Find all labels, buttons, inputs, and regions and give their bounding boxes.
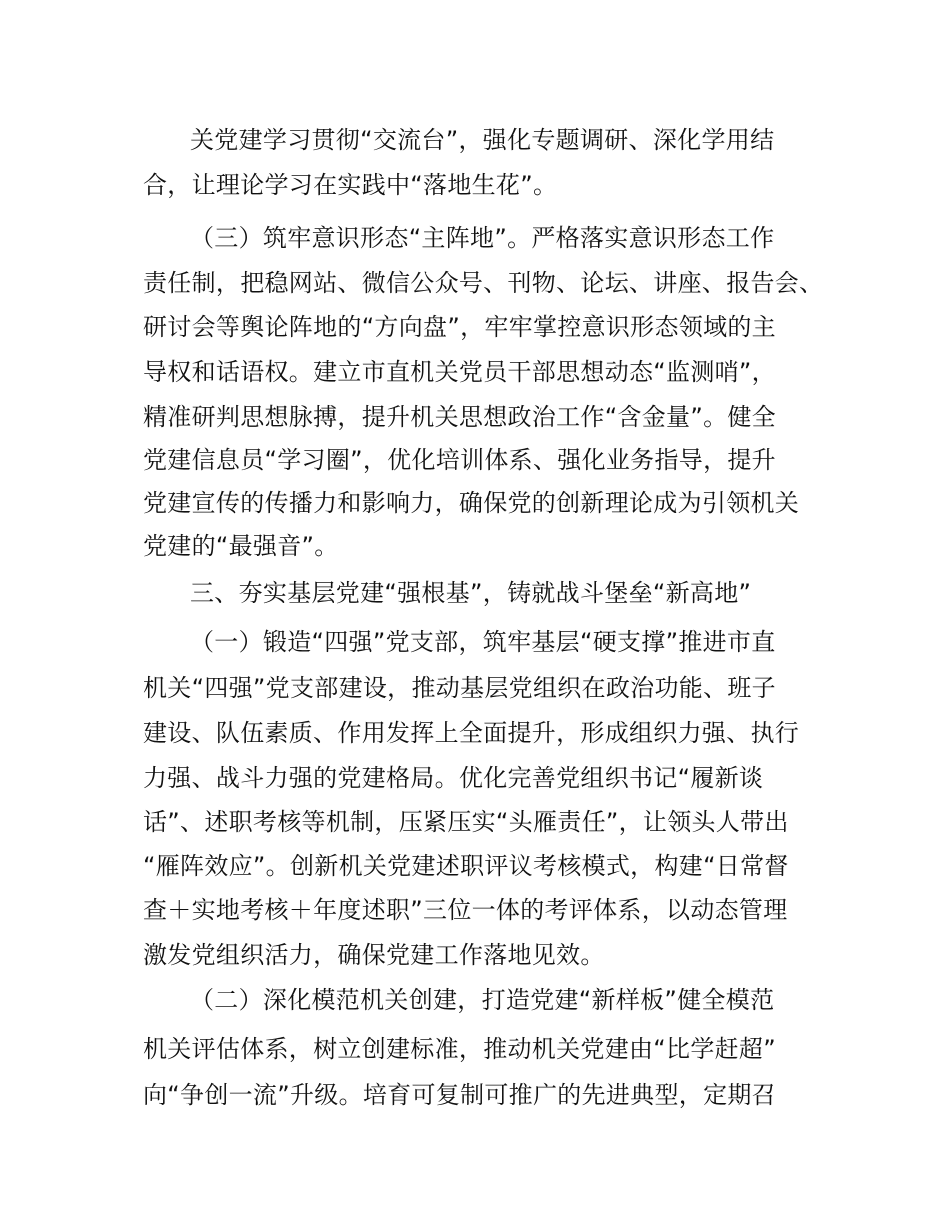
paragraph-line: 话”、述职考核等机制，压紧压实“头雁责任”，让领头人带出 xyxy=(143,808,789,836)
paragraph-line: 党建宣传的传播力和影响力，确保党的创新理论成为引领机关 xyxy=(143,489,800,517)
paragraph-line: 精准研判思想脉搏，提升机关思想政治工作“含金量”。健全 xyxy=(143,403,776,431)
paragraph-line: 向“争创一流”升级。培育可复制可推广的先进典型，定期召 xyxy=(143,1081,776,1109)
paragraph-line: 责任制，把稳网站、微信公众号、刊物、论坛、讲座、报告会、 xyxy=(143,269,824,297)
paragraph-line: 机关评估体系，树立创建标准，推动机关党建由“比学赶超” xyxy=(143,1035,776,1063)
section-heading: 三、夯实基层党建“强根基”，铸就战斗堡垒“新高地” xyxy=(190,579,752,607)
paragraph-line: 查＋实地考核＋年度述职”三位一体的考评体系，以动态管理 xyxy=(143,896,788,924)
paragraph-line: 激发党组织活力，确保党建工作落地见效。 xyxy=(143,941,605,969)
paragraph-line: 党建的“最强音”。 xyxy=(143,532,339,560)
paragraph-line: （一）锻造“四强”党支部，筑牢基层“硬支撑”推进市直 xyxy=(190,628,776,656)
paragraph-line: （三）筑牢意识形态“主阵地”。严格落实意识形态工作 xyxy=(190,224,775,252)
paragraph-line: 力强、战斗力强的党建格局。优化完善党组织书记“履新谈 xyxy=(143,764,764,792)
paragraph-line: 导权和话语权。建立市直机关党员干部思想动态“监测哨”， xyxy=(143,358,776,386)
paragraph-line: 研讨会等舆论阵地的“方向盘”，牢牢掌控意识形态领域的主 xyxy=(143,313,776,341)
paragraph-line: “雁阵效应”。创新机关党建述职评议考核模式，构建“日常督 xyxy=(143,852,789,880)
paragraph-line: 党建信息员“学习圈”，优化培训体系、强化业务指导，提升 xyxy=(143,446,776,474)
paragraph-line: 关党建学习贯彻“交流台”，强化专题调研、深化学用结 xyxy=(190,126,775,154)
paragraph-line: （二）深化模范机关创建，打造党建“新样板”健全模范 xyxy=(190,986,775,1014)
paragraph-line: 建设、队伍素质、作用发挥上全面提升，形成组织力强、执行 xyxy=(143,719,800,747)
paragraph-line: 机关“四强”党支部建设，推动基层党组织在政治功能、班子 xyxy=(143,674,776,702)
paragraph-line: 合，让理论学习在实践中“落地生花”。 xyxy=(143,171,558,199)
